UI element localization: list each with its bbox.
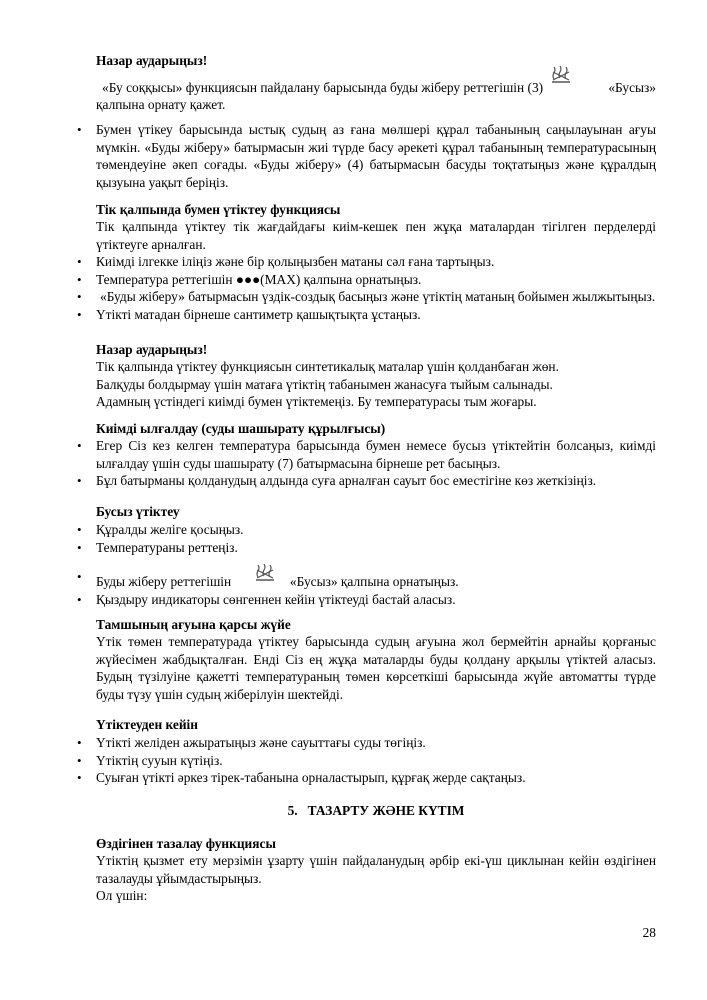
drip-heading: Тамшының ағуына қарсы жүйе (96, 617, 291, 632)
list-item: • Құралды желіге қосыңыз. (96, 521, 656, 539)
attention-line-a: «Бу соққысы» функциясын пайдалану барысында буды жіберу реттегішін (3) (102, 79, 544, 95)
list-item: • «Буды жіберу» батырмасын үздік-создық басыңыз және үтіктің матаның бойымен жылжытыңыз. (96, 288, 656, 306)
list-item (96, 568, 656, 591)
vertical-note-3: Адамның үстіндегі киімді бумен үтіктемеңіз. Бу температурасы тым жоғары. (96, 394, 537, 409)
attention-paragraph-1 (96, 74, 656, 114)
list-item: • Үтіктің сууын күтіңіз. (96, 752, 656, 770)
list-item: • Үтікті матадан бірнеше сантиметр қашықтықта ұстаңыз. (96, 306, 656, 324)
attention-heading-1: Назар аударыңыз! (96, 53, 208, 68)
list-item: • Температура реттегішін ●●●(MAX) қалпына орнатыңыз. (96, 271, 656, 289)
vertical-bullets (96, 253, 656, 323)
dry-bullets (96, 521, 656, 556)
dry-heading: Бусыз үтіктеу (96, 504, 180, 519)
attention-line-c: қалпына орнату қажет. (96, 97, 226, 112)
steam-pre-text: Буды жіберу реттегішін (96, 574, 232, 589)
dry-steam-bullet (96, 568, 656, 608)
list-item: • Бұл батырманы қолданудың алдында суға арналған сауыт бос еместігіне көз жеткізіңіз. (96, 472, 656, 490)
steam-off-icon (549, 64, 573, 86)
vertical-intro: Тік қалпында үтіктеу тік жағдайдағы киім-кешек пен жұқа маталардан тігілген перделерді үтіктеуге арналған. (96, 219, 656, 252)
after-bullets (96, 734, 656, 787)
selfclean-text: Үтіктің қызмет ету мерзімін ұзарту үшін пайдаланудың әрбір екі-үш циклынан кейін өздігінен тазалауды ұйымдастырыңыз. (96, 853, 656, 886)
list-item: • Қыздыру индикаторы сөнгеннен кейін үтіктеуді бастай аласыз. (96, 591, 656, 609)
after-heading: Үтіктеуден кейін (96, 717, 198, 732)
section-title: ТАЗАРТУ ЖӘНЕ КҮТІМ (307, 803, 465, 818)
selfclean-tail: Ол үшін: (96, 888, 148, 903)
list-item: • Бумен үтікеу барысында ыстық судың аз ғана мөлшері құрал табанының саңылауынан ағуы мүмкін. «Буды жіберу» батырмасын жиі түрде басу әрекеті құрал табанының температурасының төмендеуіне әкеп соғады. «Буды жіберу» (4) батырмасын басуды тоқтатыңыз және құралдың қызуына уақыт беріңіз. (96, 121, 656, 191)
vertical-note-2: Балқуды болдырмау үшін матаға үтіктің табанымен жанасуға тыйым салынады. (96, 377, 553, 392)
steam-post-text: «Бусыз» қалпына орнатыңыз. (289, 574, 459, 589)
section-number: 5. (287, 803, 298, 818)
drip-text: Үтік төмен температурада үтіктеу барысында судың ағуына жол бермейтін арнайы қорғаныс жүйесімен жабдықталған. Енді Сіз ең жұқа маталарды буды қолдану арқылы үтіктей аласыз. Будың түзілуіне қажетті температураның төмен көрсеткіші барысында жүйе автоматты түрде буды түзу үшін судың жіберілуін шектейді. (96, 634, 656, 702)
attention-heading-2: Назар аударыңыз! (96, 342, 208, 357)
vertical-note-1: Тік қалпында үтіктеу функциясын синтетикалық маталар үшін қолданбаған жөн. (96, 359, 559, 374)
selfclean-heading: Өздігінен тазалау функциясы (96, 836, 276, 851)
attention-line-b: «Бусыз» (608, 79, 656, 95)
list-item: • Суыған үтікті әркез тірек-табанына орналастырып, құрғақ жерде сақтаңыз. (96, 769, 656, 787)
list-item: • Киімді ілгекке іліңіз және бір қолыңызбен матаны сәл ғана тартыңыз. (96, 253, 656, 271)
list-item: • Егер Сіз кез келген температура барысында бумен немесе бусыз үтіктейтін болсаңыз, киімді ылғалдау үшін суды шашырату (7) батырмасына бірнеше рет басыңыз. (96, 437, 656, 472)
bullet-list-1 (96, 121, 656, 191)
page-number: 28 (642, 925, 656, 940)
spray-heading: Киімді ылғалдау (суды шашырату құрылғысы) (96, 421, 386, 436)
spray-bullets (96, 437, 656, 490)
list-item: • Температураны реттеңіз. (96, 539, 656, 557)
vertical-heading: Тік қалпында бумен үтіктеу функциясы (96, 202, 341, 217)
steam-off-icon (253, 562, 277, 584)
section-heading (96, 803, 656, 819)
list-item: • Үтікті желіден ажыратыңыз және сауыттағы суды төгіңіз. (96, 734, 656, 752)
